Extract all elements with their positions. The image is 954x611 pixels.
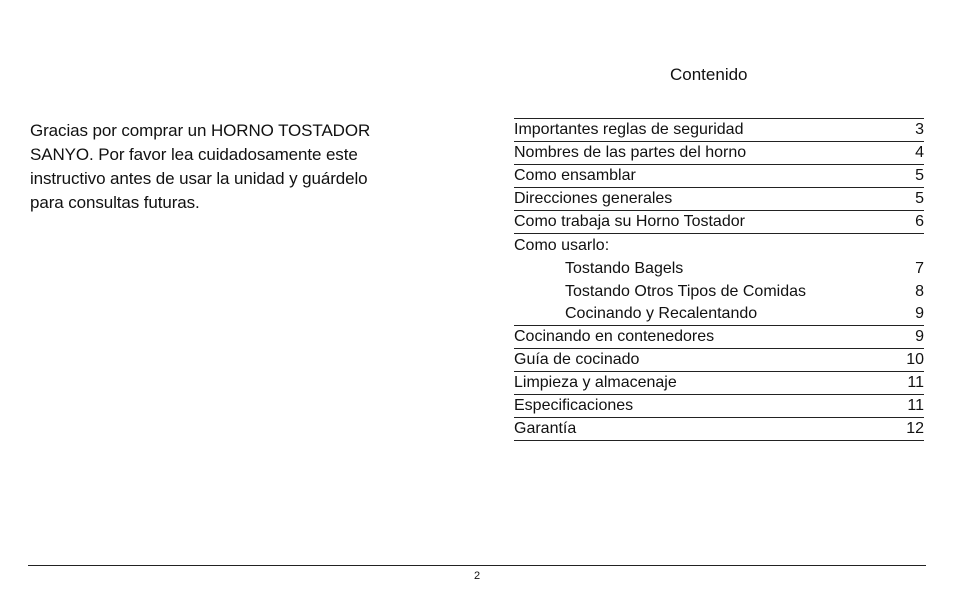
intro-line: instructivo antes de usar la unidad y guárdelo — [30, 169, 368, 188]
toc-entry-label: Como ensamblar — [514, 167, 636, 184]
intro-line: para consultas futuras. — [30, 193, 200, 212]
toc-subentry — [514, 257, 924, 280]
toc-entry — [514, 326, 924, 349]
toc-entry — [514, 165, 924, 188]
toc-entry-label: Tostando Bagels — [565, 260, 684, 277]
page-number: 2 — [473, 570, 481, 582]
toc-entry-label: Como trabaja su Horno Tostador — [514, 213, 745, 230]
toc-subentry — [514, 280, 924, 303]
toc-title: Contenido — [670, 65, 748, 84]
toc-entry — [514, 211, 924, 234]
toc-entry-page: 5 — [915, 190, 924, 207]
toc-entry-page: 9 — [915, 328, 924, 345]
toc-entry-page: 8 — [915, 283, 924, 300]
toc-section-heading — [514, 234, 924, 257]
table-of-contents — [514, 118, 924, 441]
toc-entry-page: 3 — [915, 121, 924, 138]
toc-entry-label: Cocinando en contenedores — [514, 328, 715, 345]
toc-entry-page: 11 — [907, 397, 924, 414]
intro-paragraph — [30, 119, 450, 215]
toc-entry — [514, 372, 924, 395]
toc-entry — [514, 395, 924, 418]
toc-entry-page: 11 — [907, 374, 924, 391]
toc-entry — [514, 119, 924, 142]
toc-entry-page: 5 — [915, 167, 924, 184]
intro-line: SANYO. Por favor lea cuidadosamente este — [30, 145, 358, 164]
toc-entry-label: Nombres de las partes del horno — [514, 144, 747, 161]
toc-subentry — [514, 303, 924, 326]
toc-entry-label: Limpieza y almacenaje — [514, 374, 677, 391]
toc-entry-page: 6 — [915, 213, 924, 230]
toc-entry-label: Guía de cocinado — [514, 351, 640, 368]
toc-entry-label: Cocinando y Recalentando — [565, 305, 758, 322]
footer-rule — [28, 565, 926, 566]
toc-entry-page: 9 — [915, 305, 924, 322]
toc-entry — [514, 349, 924, 372]
toc-entry-page: 12 — [906, 420, 924, 437]
toc-entry-label: Direcciones generales — [514, 190, 673, 207]
toc-entry-page: 7 — [915, 260, 924, 277]
toc-entry-label: Como usarlo: — [514, 237, 610, 254]
toc-entry-label: Importantes reglas de seguridad — [514, 121, 744, 138]
toc-entry — [514, 188, 924, 211]
toc-entry-page: 4 — [915, 144, 924, 161]
toc-entry-label: Tostando Otros Tipos de Comidas — [565, 283, 807, 300]
toc-entry-label: Garantía — [514, 420, 577, 437]
toc-entry-label: Especificaciones — [514, 397, 634, 414]
toc-entry-page: 10 — [906, 351, 924, 368]
toc-entry — [514, 142, 924, 165]
toc-entry — [514, 418, 924, 441]
intro-line: Gracias por comprar un HORNO TOSTADOR — [30, 121, 371, 140]
